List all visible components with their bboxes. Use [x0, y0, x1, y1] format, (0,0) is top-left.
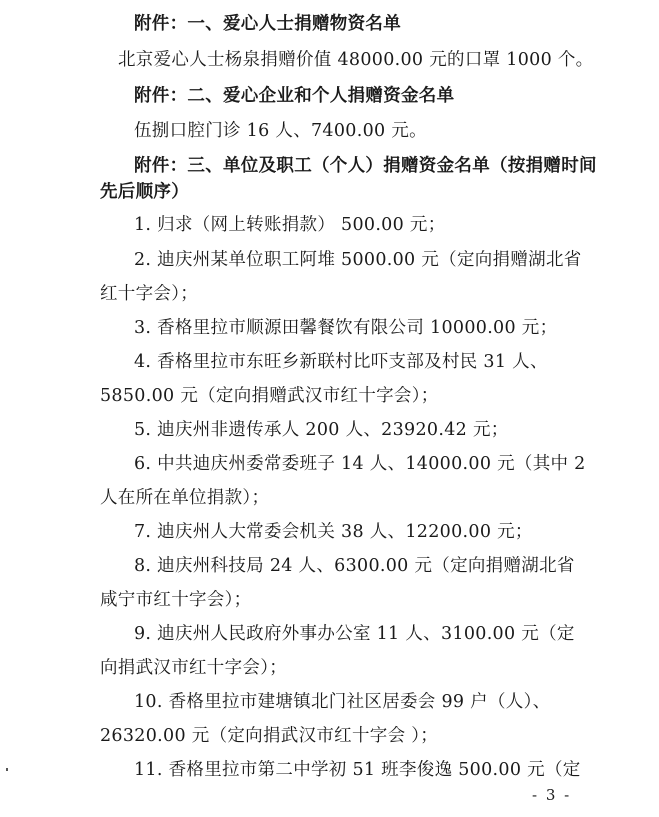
attachment-heading-1: 附件：一、爱心人士捐赠物资名单	[134, 14, 401, 34]
list-item: 6. 中共迪庆州委常委班子 14 人、14000.00 元（其中 2	[134, 454, 586, 474]
attachment-heading-2: 附件：二、爱心企业和个人捐赠资金名单	[134, 86, 455, 106]
list-item: 5. 迪庆州非遗传承人 200 人、23920.42 元；	[134, 420, 509, 440]
text-line: 北京爱心人士杨泉捐赠价值 48000.00 元的口罩 1000 个。	[118, 50, 594, 70]
list-item-cont: 人在所在单位捐款）；	[100, 488, 270, 508]
attachment-heading-3-cont: 先后顺序）	[100, 182, 189, 202]
list-item-cont: 咸宁市红十字会）；	[100, 590, 252, 610]
attachment-heading-3: 附件：三、单位及职工（个人）捐赠资金名单（按捐赠时间	[134, 156, 597, 176]
list-item: 4. 香格里拉市东旺乡新联村比吓支部及村民 31 人、	[134, 352, 548, 372]
list-item-cont: 红十字会）；	[100, 284, 199, 304]
text-line: 伍捌口腔门诊 16 人、7400.00 元。	[134, 121, 427, 141]
list-item: 8. 迪庆州科技局 24 人、6300.00 元（定向捐赠湖北省	[134, 556, 575, 576]
list-item: 11. 香格里拉市第二中学初 51 班李俊逸 500.00 元（定	[134, 760, 581, 780]
scan-speck	[6, 768, 8, 771]
list-item-cont: 向捐武汉市红十字会）；	[100, 658, 288, 678]
list-item: 10. 香格里拉市建塘镇北门社区居委会 99 户（人）、	[134, 692, 551, 712]
page-number: - 3 -	[532, 786, 572, 804]
list-item: 1. 归求（网上转账捐款） 500.00 元；	[134, 215, 446, 235]
list-item: 7. 迪庆州人大常委会机关 38 人、12200.00 元；	[134, 522, 533, 542]
list-item-cont: 5850.00 元（定向捐赠武汉市红十字会）；	[100, 386, 439, 406]
list-item: 2. 迪庆州某单位职工阿堆 5000.00 元（定向捐赠湖北省	[134, 250, 582, 270]
list-item: 9. 迪庆州人民政府外事办公室 11 人、3100.00 元（定	[134, 624, 575, 644]
list-item: 3. 香格里拉市顺源田馨餐饮有限公司 10000.00 元；	[134, 318, 558, 338]
list-item-cont: 26320.00 元（定向捐武汉市红十字会 ）；	[100, 726, 439, 746]
